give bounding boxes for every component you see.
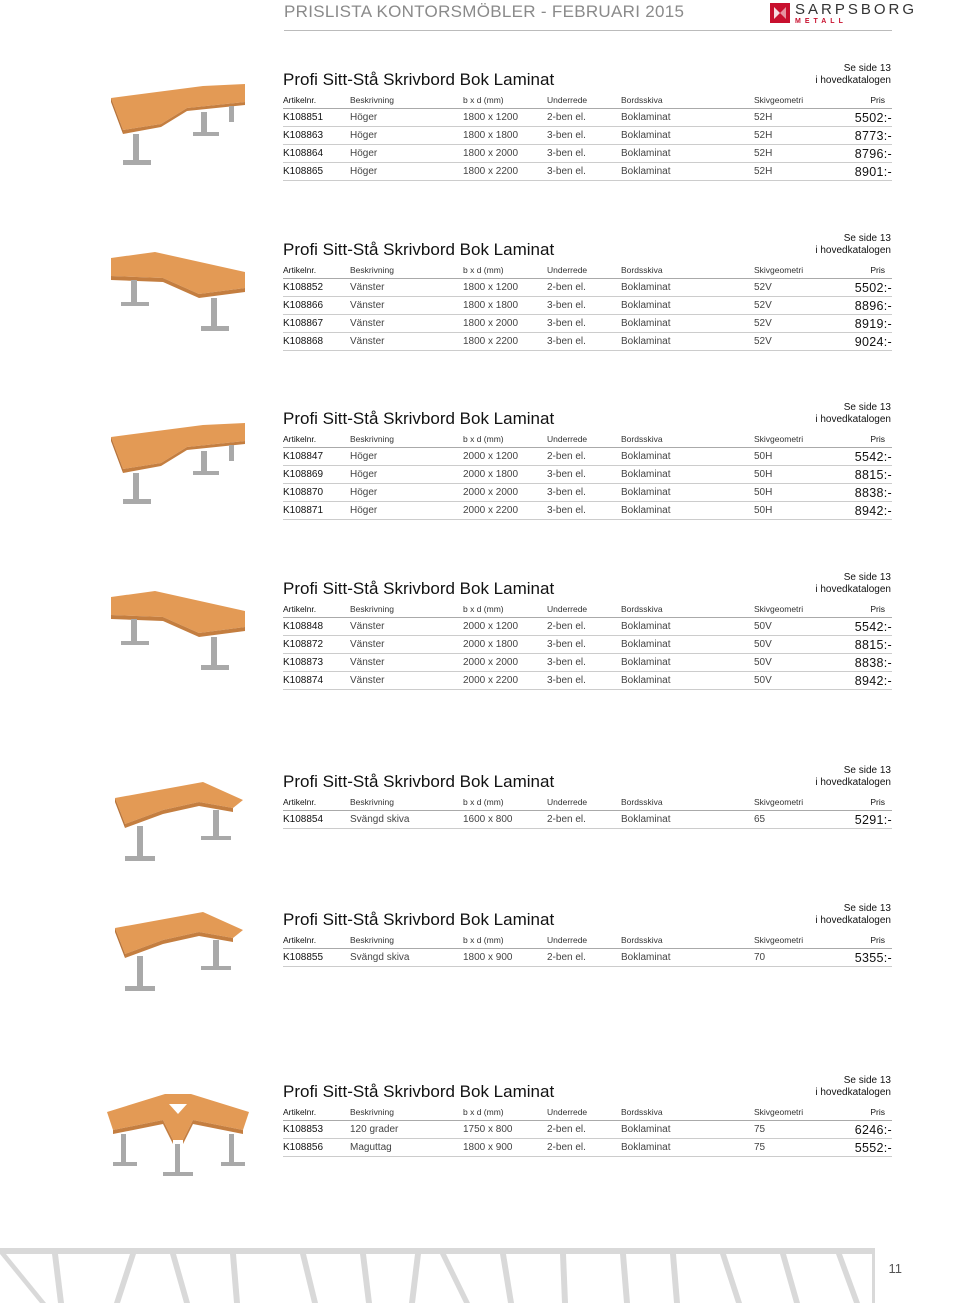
header-divider	[284, 30, 892, 31]
table-row	[283, 127, 892, 145]
col-artnr: Artikelnr.	[283, 1107, 317, 1117]
cell-bordsskiva: Boklaminat	[621, 469, 671, 480]
catalog-reference-line-1: Se side 13	[843, 402, 891, 413]
col-underrede: Underrede	[547, 1107, 588, 1117]
table-row	[283, 672, 892, 690]
cell-underrede: 2-ben el.	[547, 1142, 586, 1153]
cell-bordsskiva: Boklaminat	[621, 318, 671, 329]
cell-dim: 2000 x 2200	[463, 675, 519, 686]
cell-artnr: K108872	[283, 639, 324, 650]
col-beskrivning: Beskrivning	[350, 1107, 394, 1117]
catalog-reference-line-2: i hovedkatalogen	[815, 584, 891, 595]
cell-skivgeometri: 52V	[754, 318, 772, 329]
catalog-reference-line-1: Se side 13	[843, 903, 891, 914]
cell-skivgeometri: 50H	[754, 505, 773, 516]
table-header	[283, 601, 892, 618]
cell-bordsskiva: Boklaminat	[621, 112, 671, 123]
cell-bordsskiva: Boklaminat	[621, 487, 671, 498]
col-skivgeometri: Skivgeometri	[754, 797, 804, 807]
cell-pris: 5542:-	[854, 620, 892, 634]
cell-bordsskiva: Boklaminat	[621, 1124, 671, 1135]
table-header	[283, 92, 892, 109]
cell-pris: 8815:-	[854, 468, 892, 482]
section-title: Profi Sitt-Stå Skrivbord Bok Laminat	[283, 910, 555, 929]
price-table	[283, 431, 892, 520]
section-title: Profi Sitt-Stå Skrivbord Bok Laminat	[283, 70, 555, 89]
col-dim: b x d (mm)	[463, 434, 504, 444]
table-row	[283, 949, 892, 967]
cell-underrede: 3-ben el.	[547, 130, 586, 141]
cell-beskrivning: Höger	[350, 469, 378, 480]
cell-underrede: 3-ben el.	[547, 639, 586, 650]
col-bordsskiva: Bordsskiva	[621, 797, 663, 807]
cell-pris: 5502:-	[854, 111, 892, 125]
cell-skivgeometri: 50H	[754, 487, 773, 498]
table-row	[283, 145, 892, 163]
col-bordsskiva: Bordsskiva	[621, 935, 663, 945]
price-table	[283, 932, 892, 967]
col-underrede: Underrede	[547, 434, 588, 444]
cell-dim: 2000 x 2000	[463, 657, 519, 668]
cell-bordsskiva: Boklaminat	[621, 621, 671, 632]
cell-beskrivning: Maguttag	[350, 1142, 392, 1153]
cell-bordsskiva: Boklaminat	[621, 657, 671, 668]
catalog-reference-line-1: Se side 13	[843, 1075, 891, 1086]
cell-dim: 1800 x 1200	[463, 282, 519, 293]
cell-beskrivning: Vänster	[350, 621, 385, 632]
table-row	[283, 1139, 892, 1157]
table-row	[283, 636, 892, 654]
catalog-reference-line-1: Se side 13	[843, 572, 891, 583]
cell-skivgeometri: 52H	[754, 130, 773, 141]
cell-beskrivning: Höger	[350, 487, 378, 498]
col-beskrivning: Beskrivning	[350, 434, 394, 444]
col-artnr: Artikelnr.	[283, 935, 317, 945]
cell-skivgeometri: 52H	[754, 166, 773, 177]
table-row	[283, 333, 892, 351]
cell-skivgeometri: 52V	[754, 300, 772, 311]
cell-bordsskiva: Boklaminat	[621, 505, 671, 516]
table-header	[283, 932, 892, 949]
corner-desk-right-image	[103, 417, 253, 509]
catalog-reference	[815, 63, 891, 87]
cell-underrede: 3-ben el.	[547, 336, 586, 347]
col-dim: b x d (mm)	[463, 797, 504, 807]
cell-pris: 8838:-	[854, 486, 892, 500]
cell-pris: 9024:-	[854, 335, 892, 349]
cell-pris: 5291:-	[854, 813, 892, 827]
catalog-reference-line-2: i hovedkatalogen	[815, 414, 891, 425]
table-body	[283, 279, 892, 351]
cell-artnr: K108873	[283, 657, 324, 668]
cell-beskrivning: Höger	[350, 451, 378, 462]
col-artnr: Artikelnr.	[283, 604, 317, 614]
catalog-reference-line-2: i hovedkatalogen	[815, 245, 891, 256]
table-body	[283, 949, 892, 967]
cell-beskrivning: 120 grader	[350, 1124, 399, 1135]
cell-artnr: K108869	[283, 469, 324, 480]
catalog-reference-line-2: i hovedkatalogen	[815, 1087, 891, 1098]
price-table	[283, 794, 892, 829]
col-pris: Pris	[870, 797, 885, 807]
col-skivgeometri: Skivgeometri	[754, 935, 804, 945]
col-underrede: Underrede	[547, 797, 588, 807]
table-row	[283, 484, 892, 502]
col-underrede: Underrede	[547, 265, 588, 275]
brand-logo	[770, 1, 918, 27]
cell-underrede: 3-ben el.	[547, 505, 586, 516]
cell-pris: 6246:-	[854, 1123, 892, 1137]
table-row	[283, 466, 892, 484]
cell-beskrivning: Vänster	[350, 318, 385, 329]
price-table	[283, 92, 892, 181]
cell-beskrivning: Höger	[350, 130, 378, 141]
cell-bordsskiva: Boklaminat	[621, 148, 671, 159]
cell-beskrivning: Höger	[350, 112, 378, 123]
cell-bordsskiva: Boklaminat	[621, 282, 671, 293]
cell-artnr: K108870	[283, 487, 324, 498]
page-title: PRISLISTA KONTORSMÖBLER - FEBRUARI 2015	[284, 2, 685, 21]
catalog-reference	[815, 572, 891, 596]
table-row	[283, 297, 892, 315]
cell-underrede: 2-ben el.	[547, 282, 586, 293]
col-beskrivning: Beskrivning	[350, 265, 394, 275]
cell-bordsskiva: Boklaminat	[621, 300, 671, 311]
cell-skivgeometri: 75	[754, 1142, 766, 1153]
table-row	[283, 811, 892, 829]
catalog-reference-line-1: Se side 13	[843, 233, 891, 244]
cell-bordsskiva: Boklaminat	[621, 952, 671, 963]
cell-dim: 2000 x 2000	[463, 487, 519, 498]
catalog-reference-line-2: i hovedkatalogen	[815, 75, 891, 86]
cell-skivgeometri: 50V	[754, 657, 772, 668]
cell-skivgeometri: 50V	[754, 675, 772, 686]
curved-desk-image	[103, 910, 253, 1002]
cell-dim: 1800 x 2200	[463, 336, 519, 347]
cell-beskrivning: Vänster	[350, 675, 385, 686]
logo-name: SARPSBORG	[795, 1, 918, 18]
col-skivgeometri: Skivgeometri	[754, 95, 804, 105]
catalog-reference-line-1: Se side 13	[843, 63, 891, 74]
cell-artnr: K108866	[283, 300, 324, 311]
cell-pris: 8815:-	[854, 638, 892, 652]
cell-artnr: K108854	[283, 814, 324, 825]
catalog-reference	[815, 1075, 891, 1099]
cell-underrede: 2-ben el.	[547, 451, 586, 462]
col-bordsskiva: Bordsskiva	[621, 265, 663, 275]
col-bordsskiva: Bordsskiva	[621, 95, 663, 105]
cell-beskrivning: Vänster	[350, 336, 385, 347]
table-header	[283, 1104, 892, 1121]
cell-bordsskiva: Boklaminat	[621, 675, 671, 686]
cell-artnr: K108852	[283, 282, 324, 293]
cell-beskrivning: Vänster	[350, 282, 385, 293]
cell-underrede: 2-ben el.	[547, 621, 586, 632]
col-underrede: Underrede	[547, 935, 588, 945]
cell-dim: 1750 x 800	[463, 1124, 513, 1135]
col-pris: Pris	[870, 434, 885, 444]
table-row	[283, 279, 892, 297]
table-row	[283, 109, 892, 127]
price-table	[283, 601, 892, 690]
table-header	[283, 262, 892, 279]
cell-pris: 8919:-	[854, 317, 892, 331]
cell-dim: 1800 x 1800	[463, 300, 519, 311]
price-table	[283, 1104, 892, 1157]
col-beskrivning: Beskrivning	[350, 95, 394, 105]
cell-skivgeometri: 50V	[754, 621, 772, 632]
cell-artnr: K108847	[283, 451, 324, 462]
cell-skivgeometri: 50H	[754, 451, 773, 462]
col-pris: Pris	[870, 1107, 885, 1117]
cell-dim: 1800 x 2000	[463, 148, 519, 159]
col-beskrivning: Beskrivning	[350, 604, 394, 614]
cell-bordsskiva: Boklaminat	[621, 1142, 671, 1153]
col-artnr: Artikelnr.	[283, 434, 317, 444]
col-skivgeometri: Skivgeometri	[754, 1107, 804, 1117]
col-underrede: Underrede	[547, 604, 588, 614]
cell-pris: 5542:-	[854, 450, 892, 464]
col-dim: b x d (mm)	[463, 604, 504, 614]
cell-dim: 1800 x 900	[463, 952, 513, 963]
col-artnr: Artikelnr.	[283, 265, 317, 275]
cell-underrede: 3-ben el.	[547, 300, 586, 311]
table-row	[283, 315, 892, 333]
cell-dim: 1800 x 1800	[463, 130, 519, 141]
cell-bordsskiva: Boklaminat	[621, 639, 671, 650]
table-body	[283, 811, 892, 829]
table-header	[283, 794, 892, 811]
cell-dim: 2000 x 2200	[463, 505, 519, 516]
cell-dim: 1800 x 900	[463, 1142, 513, 1153]
cell-artnr: K108874	[283, 675, 324, 686]
table-row	[283, 618, 892, 636]
cell-artnr: K108856	[283, 1142, 324, 1153]
cell-dim: 2000 x 1200	[463, 621, 519, 632]
section-title: Profi Sitt-Stå Skrivbord Bok Laminat	[283, 579, 555, 598]
price-table	[283, 262, 892, 351]
cell-underrede: 3-ben el.	[547, 166, 586, 177]
section-title: Profi Sitt-Stå Skrivbord Bok Laminat	[283, 772, 555, 791]
cell-dim: 1800 x 2200	[463, 166, 519, 177]
cell-dim: 1800 x 2000	[463, 318, 519, 329]
cell-bordsskiva: Boklaminat	[621, 166, 671, 177]
table-body	[283, 109, 892, 181]
col-pris: Pris	[870, 935, 885, 945]
catalog-reference-line-2: i hovedkatalogen	[815, 915, 891, 926]
cell-artnr: K108865	[283, 166, 324, 177]
table-row	[283, 654, 892, 672]
cell-underrede: 3-ben el.	[547, 318, 586, 329]
cell-beskrivning: Vänster	[350, 657, 385, 668]
cell-pris: 8773:-	[854, 129, 892, 143]
col-artnr: Artikelnr.	[283, 95, 317, 105]
cell-skivgeometri: 52V	[754, 336, 772, 347]
cell-beskrivning: Höger	[350, 505, 378, 516]
logo-sub: METALL	[795, 18, 847, 25]
sarpsborg-logo-icon	[770, 3, 790, 23]
cell-dim: 2000 x 1200	[463, 451, 519, 462]
cell-pris: 5552:-	[854, 1141, 892, 1155]
catalog-reference	[815, 233, 891, 257]
table-row	[283, 163, 892, 181]
col-underrede: Underrede	[547, 95, 588, 105]
col-dim: b x d (mm)	[463, 935, 504, 945]
cell-underrede: 2-ben el.	[547, 814, 586, 825]
cell-artnr: K108867	[283, 318, 324, 329]
cell-skivgeometri: 52V	[754, 282, 772, 293]
col-bordsskiva: Bordsskiva	[621, 1107, 663, 1117]
col-skivgeometri: Skivgeometri	[754, 434, 804, 444]
col-dim: b x d (mm)	[463, 265, 504, 275]
cell-pris: 5502:-	[854, 281, 892, 295]
cell-underrede: 3-ben el.	[547, 487, 586, 498]
cell-underrede: 3-ben el.	[547, 657, 586, 668]
corner-desk-left-image	[103, 587, 253, 679]
col-dim: b x d (mm)	[463, 95, 504, 105]
cell-bordsskiva: Boklaminat	[621, 814, 671, 825]
catalog-reference-line-1: Se side 13	[843, 765, 891, 776]
catalog-reference-line-2: i hovedkatalogen	[815, 777, 891, 788]
cell-bordsskiva: Boklaminat	[621, 130, 671, 141]
cell-underrede: 2-ben el.	[547, 112, 586, 123]
cell-pris: 8901:-	[854, 165, 892, 179]
footer-stripes	[0, 1248, 960, 1303]
catalog-reference	[815, 903, 891, 927]
cell-artnr: K108855	[283, 952, 324, 963]
cell-pris: 8896:-	[854, 299, 892, 313]
cell-artnr: K108864	[283, 148, 324, 159]
cell-dim: 2000 x 1800	[463, 639, 519, 650]
cell-skivgeometri: 65	[754, 814, 766, 825]
table-body	[283, 448, 892, 520]
120-degree-desk-image	[103, 1090, 253, 1182]
cell-skivgeometri: 50V	[754, 639, 772, 650]
cell-dim: 1800 x 1200	[463, 112, 519, 123]
cell-pris: 8942:-	[854, 674, 892, 688]
cell-skivgeometri: 52H	[754, 148, 773, 159]
cell-underrede: 2-ben el.	[547, 1124, 586, 1135]
cell-artnr: K108848	[283, 621, 324, 632]
page-header	[0, 0, 960, 34]
cell-beskrivning: Höger	[350, 166, 378, 177]
cell-skivgeometri: 75	[754, 1124, 766, 1135]
cell-skivgeometri: 52H	[754, 112, 773, 123]
section-title: Profi Sitt-Stå Skrivbord Bok Laminat	[283, 1082, 555, 1101]
section-title: Profi Sitt-Stå Skrivbord Bok Laminat	[283, 240, 555, 259]
col-dim: b x d (mm)	[463, 1107, 504, 1117]
col-bordsskiva: Bordsskiva	[621, 434, 663, 444]
cell-pris: 8796:-	[854, 147, 892, 161]
cell-skivgeometri: 50H	[754, 469, 773, 480]
cell-artnr: K108853	[283, 1124, 324, 1135]
cell-beskrivning: Svängd skiva	[350, 952, 410, 963]
col-pris: Pris	[870, 265, 885, 275]
catalog-reference	[815, 402, 891, 426]
cell-dim: 1600 x 800	[463, 814, 513, 825]
curved-desk-image	[103, 780, 253, 872]
cell-underrede: 3-ben el.	[547, 469, 586, 480]
corner-desk-left-image	[103, 248, 253, 340]
col-skivgeometri: Skivgeometri	[754, 604, 804, 614]
table-row	[283, 448, 892, 466]
cell-pris: 5355:-	[854, 951, 892, 965]
cell-underrede: 3-ben el.	[547, 148, 586, 159]
cell-pris: 8942:-	[854, 504, 892, 518]
page-footer	[0, 1248, 960, 1303]
col-pris: Pris	[870, 604, 885, 614]
cell-beskrivning: Vänster	[350, 639, 385, 650]
cell-underrede: 2-ben el.	[547, 952, 586, 963]
table-header	[283, 431, 892, 448]
section-title: Profi Sitt-Stå Skrivbord Bok Laminat	[283, 409, 555, 428]
table-row	[283, 502, 892, 520]
cell-artnr: K108868	[283, 336, 324, 347]
cell-bordsskiva: Boklaminat	[621, 451, 671, 462]
col-beskrivning: Beskrivning	[350, 797, 394, 807]
col-beskrivning: Beskrivning	[350, 935, 394, 945]
cell-artnr: K108851	[283, 112, 324, 123]
cell-artnr: K108863	[283, 130, 324, 141]
cell-bordsskiva: Boklaminat	[621, 336, 671, 347]
page-number: 11	[888, 1261, 902, 1276]
col-artnr: Artikelnr.	[283, 797, 317, 807]
cell-underrede: 3-ben el.	[547, 675, 586, 686]
table-row	[283, 1121, 892, 1139]
cell-dim: 2000 x 1800	[463, 469, 519, 480]
table-body	[283, 1121, 892, 1157]
cell-pris: 8838:-	[854, 656, 892, 670]
table-body	[283, 618, 892, 690]
cell-beskrivning: Höger	[350, 148, 378, 159]
col-pris: Pris	[870, 95, 885, 105]
catalog-reference	[815, 765, 891, 789]
corner-desk-right-image	[103, 78, 253, 170]
col-skivgeometri: Skivgeometri	[754, 265, 804, 275]
cell-artnr: K108871	[283, 505, 324, 516]
cell-beskrivning: Vänster	[350, 300, 385, 311]
cell-skivgeometri: 70	[754, 952, 766, 963]
cell-beskrivning: Svängd skiva	[350, 814, 410, 825]
col-bordsskiva: Bordsskiva	[621, 604, 663, 614]
